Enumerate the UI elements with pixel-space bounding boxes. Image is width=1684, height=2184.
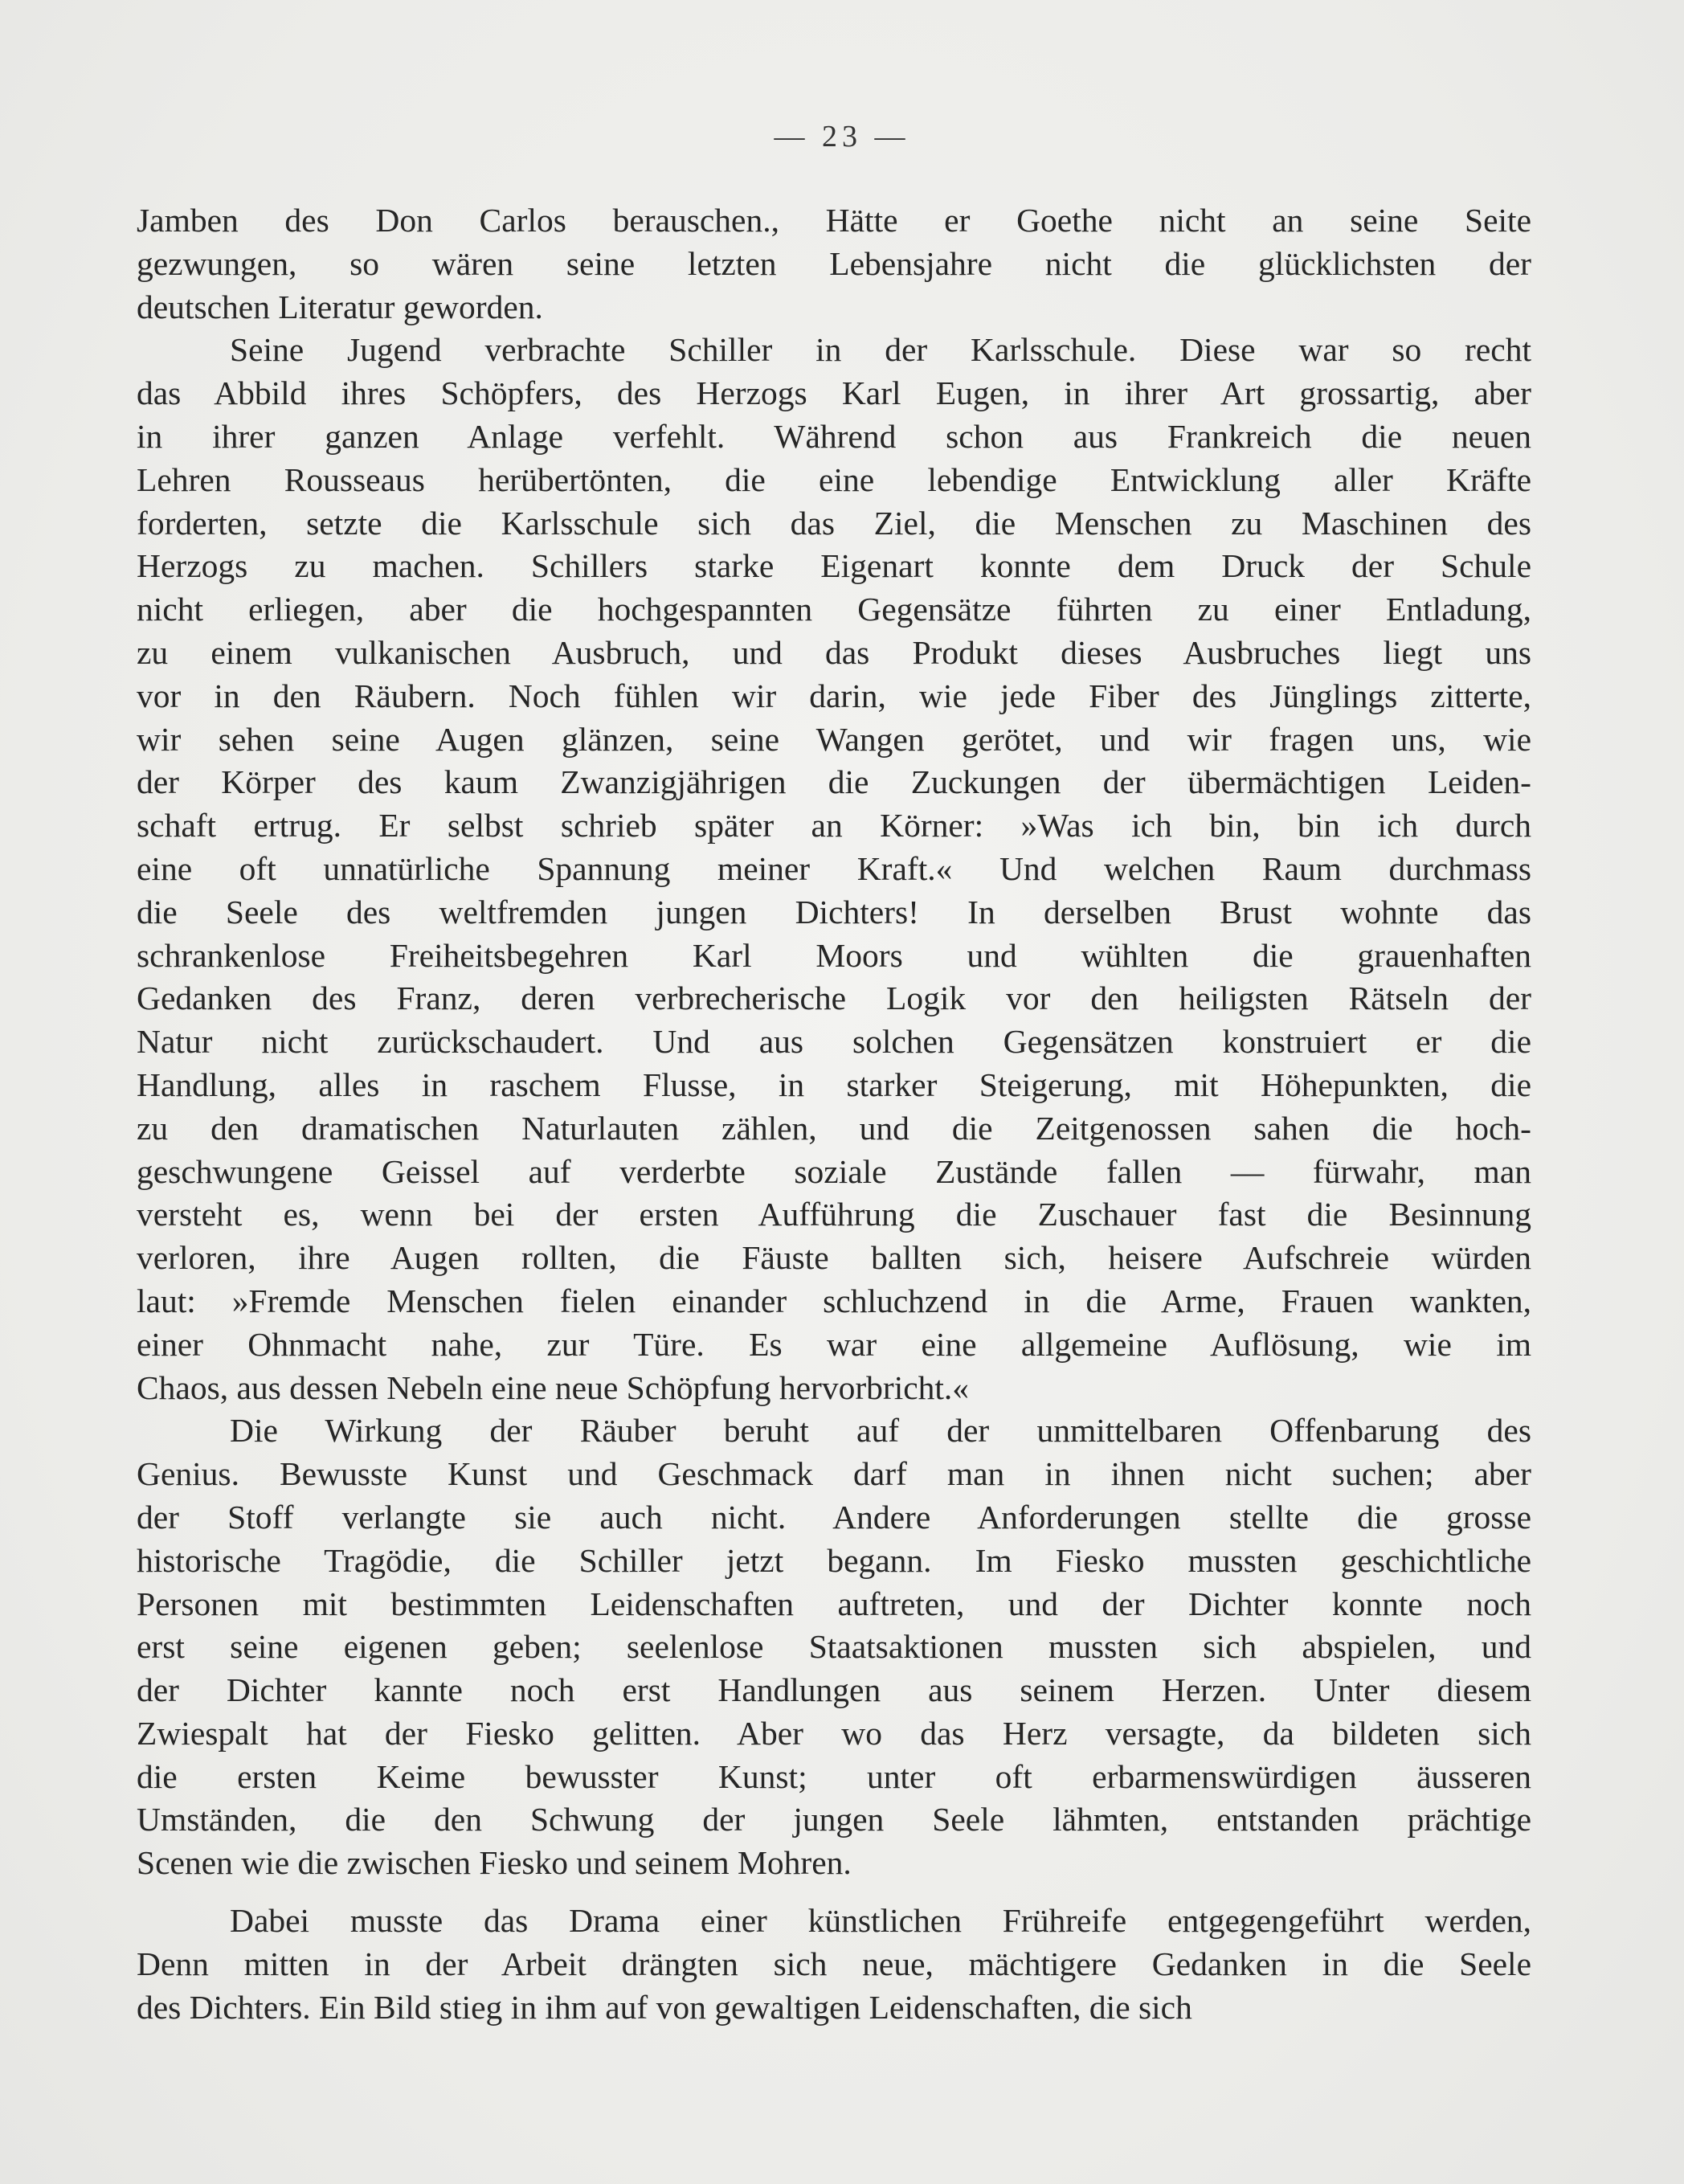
text-line: der Stoff verlangte sie auch nicht. Andere Anforderungen stellte die grosse xyxy=(137,1498,1531,1536)
text-line: deutschen Literatur geworden. xyxy=(137,288,543,325)
text-line: vor in den Räubern. Noch fühlen wir darin, wie jede Fiber des Jünglings zitterte, xyxy=(137,677,1531,714)
text-line: die Seele des weltfremden jungen Dichters! In derselben Brust wohnte das xyxy=(137,893,1531,930)
text-line: Jamben des Don Carlos berauschen., Hätte er Goethe nicht an seine Seite xyxy=(137,202,1531,239)
text-line: historische Tragödie, die Schiller jetzt begann. Im Fiesko mussten geschichtliche xyxy=(137,1541,1531,1579)
paragraph xyxy=(137,329,1531,1409)
text-line: Die Wirkung der Räuber beruht auf der unmittelbaren Offenbarung des xyxy=(230,1412,1531,1450)
text-line: geschwungene Geissel auf verderbte soziale Zustände fallen — fürwahr, man xyxy=(137,1152,1531,1190)
text-line: gezwungen, so wären seine letzten Lebensjahre nicht die glücklichsten der xyxy=(137,244,1531,282)
text-line: das Abbild ihres Schöpfers, des Herzogs Karl Eugen, in ihrer Art grossartig, aber xyxy=(137,374,1531,412)
paragraph-gap xyxy=(137,1885,1531,1900)
text-line: zu den dramatischen Naturlauten zählen, und die Zeitgenossen sahen die hoch- xyxy=(137,1109,1531,1147)
text-line: versteht es, wenn bei der ersten Aufführung die Zuschauer fast die Besinnung xyxy=(137,1196,1531,1233)
text-line: der Körper des kaum Zwanzigjährigen die Zuckungen der übermächtigen Leiden- xyxy=(137,763,1531,801)
paragraph xyxy=(137,1900,1531,2029)
text-line: Umständen, die den Schwung der jungen Seele lähmten, entstanden prächtige xyxy=(137,1801,1531,1838)
text-line: Zwiespalt hat der Fiesko gelitten. Aber wo das Herz versagte, da bildeten sich xyxy=(137,1714,1531,1752)
text-line: Natur nicht zurückschaudert. Und aus solchen Gegensätzen konstruiert er die xyxy=(137,1023,1531,1061)
text-line: forderten, setzte die Karlsschule sich das Ziel, die Menschen zu Maschinen des xyxy=(137,504,1531,542)
text-line: Lehren Rousseaus herübertönten, die eine lebendige Entwicklung aller Kräfte xyxy=(137,460,1531,498)
text-line: Herzogs zu machen. Schillers starke Eigenart konnte dem Druck der Schule xyxy=(137,547,1531,585)
text-line: eine oft unnatürliche Spannung meiner Kraft.« Und welchen Raum durchmass xyxy=(137,849,1531,887)
text-line: der Dichter kannte noch erst Handlungen aus seinem Herzen. Unter diesem xyxy=(137,1671,1531,1709)
text-line: Denn mitten in der Arbeit drängten sich neue, mächtigere Gedanken in die Seele xyxy=(137,1945,1531,1982)
paragraph xyxy=(137,1409,1531,1885)
text-line: Gedanken des Franz, deren verbrecherische Logik vor den heiligsten Rätseln der xyxy=(137,980,1531,1017)
text-line: nicht erliegen, aber die hochgespannten Gegensätze führten zu einer Entladung, xyxy=(137,591,1531,628)
text-line: die ersten Keime bewusster Kunst; unter oft erbarmenswürdigen äusseren xyxy=(137,1757,1531,1795)
paragraph xyxy=(137,199,1531,329)
text-line: zu einem vulkanischen Ausbruch, und das Produkt dieses Ausbruches liegt uns xyxy=(137,633,1531,671)
text-line: verloren, ihre Augen rollten, die Fäuste ballten sich, heisere Aufschreie würden xyxy=(137,1239,1531,1277)
text-line: schrankenlose Freiheitsbegehren Karl Moors und wühlten die grauenhaften xyxy=(137,936,1531,974)
text-line: Handlung, alles in raschem Flusse, in starker Steigerung, mit Höhepunkten, die xyxy=(137,1065,1531,1103)
text-line: Scenen wie die zwischen Fiesko und seinem Mohren. xyxy=(137,1844,852,1882)
text-line: schaft ertrug. Er selbst schrieb später an Körner: »Was ich bin, bin ich durch xyxy=(137,807,1531,845)
text-line: Chaos, aus dessen Nebeln eine neue Schöpfung hervorbricht.« xyxy=(137,1368,970,1406)
text-line: in ihrer ganzen Anlage verfehlt. Während schon aus Frankreich die neuen xyxy=(137,417,1531,455)
text-line: Seine Jugend verbrachte Schiller in der Karlsschule. Diese war so recht xyxy=(230,331,1531,369)
text-line: Dabei musste das Drama einer künstlichen Frühreife entgegengeführt werden, xyxy=(230,1902,1531,1940)
text-line: erst seine eigenen geben; seelenlose Staatsaktionen mussten sich abspielen, und xyxy=(137,1628,1531,1666)
text-line: des Dichters. Ein Bild stieg in ihm auf von gewaltigen Leidenschaften, die sich xyxy=(137,1988,1192,2026)
text-line: laut: »Fremde Menschen fielen einander schluchzend in die Arme, Frauen wankten, xyxy=(137,1282,1531,1319)
text-line: Genius. Bewusste Kunst und Geschmack darf man in ihnen nicht suchen; aber xyxy=(137,1455,1531,1493)
text-line: einer Ohnmacht nahe, zur Türe. Es war eine allgemeine Auflösung, wie im xyxy=(137,1325,1531,1363)
text-line: wir sehen seine Augen glänzen, seine Wangen gerötet, und wir fragen uns, wie xyxy=(137,720,1531,758)
body-text xyxy=(137,199,1531,2029)
text-line: Personen mit bestimmten Leidenschaften auftreten, und der Dichter konnte noch xyxy=(137,1585,1531,1622)
page-number: — 23 — xyxy=(774,120,910,153)
